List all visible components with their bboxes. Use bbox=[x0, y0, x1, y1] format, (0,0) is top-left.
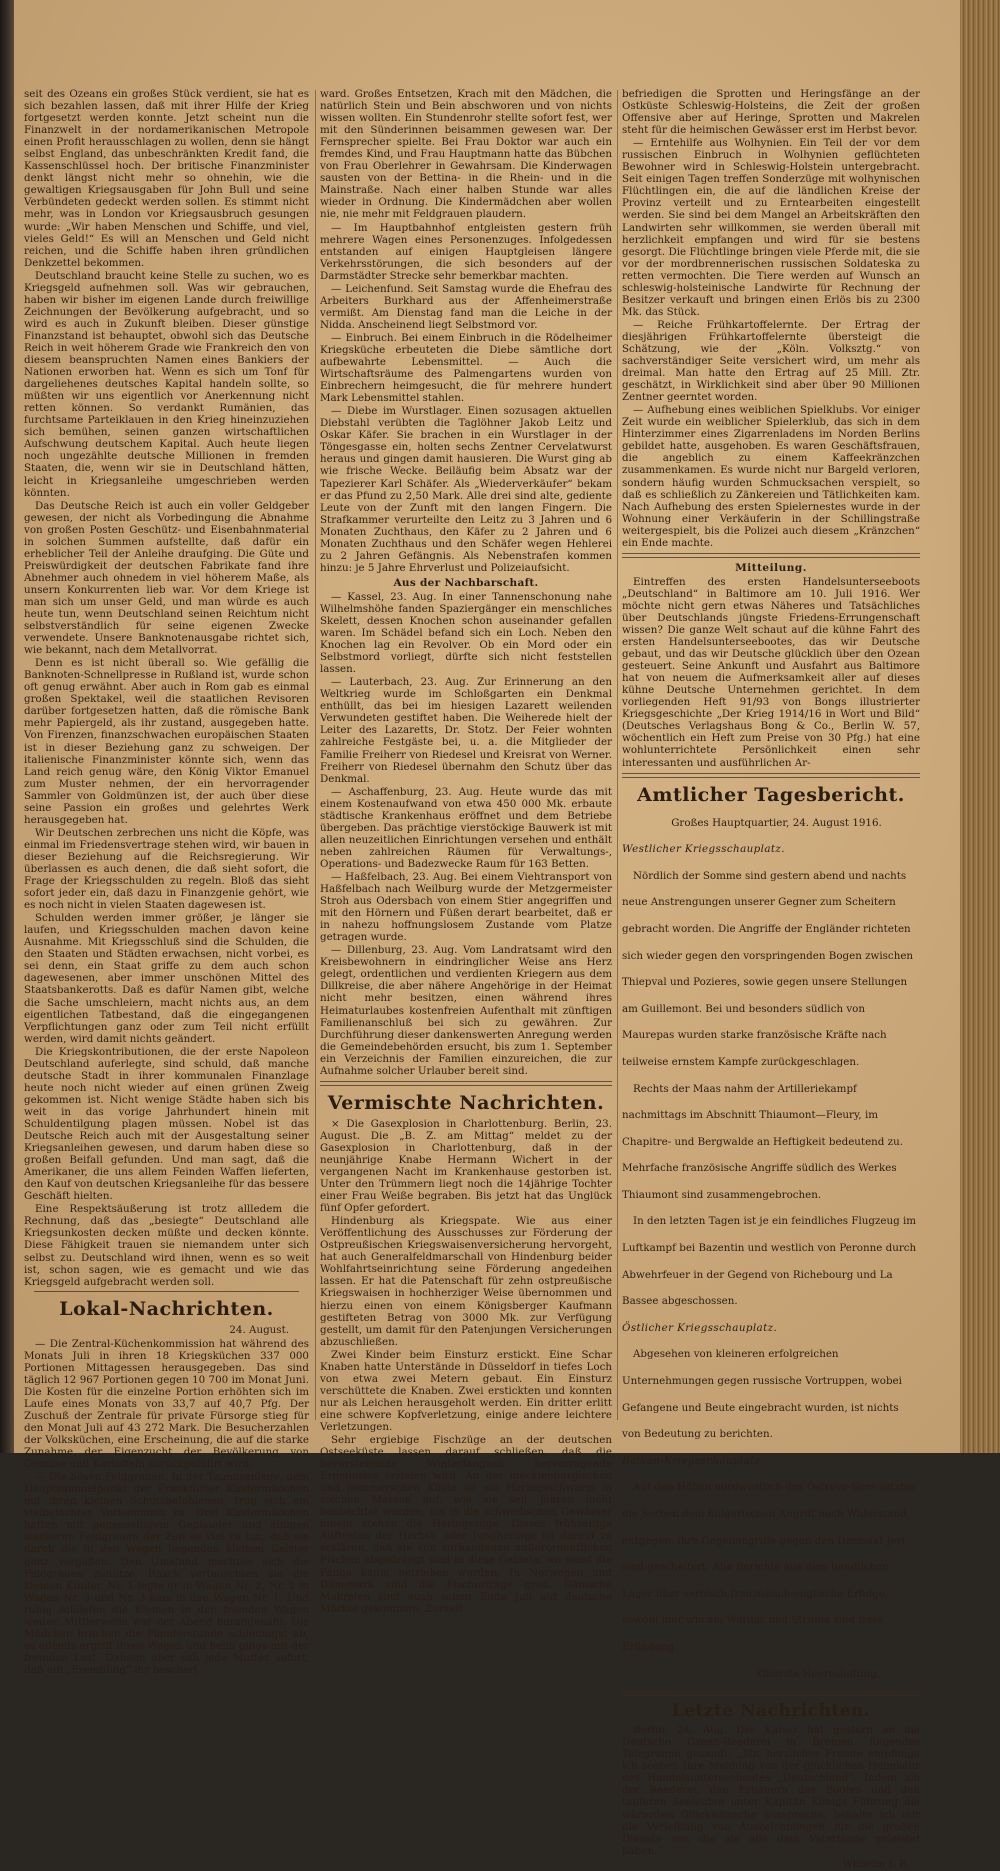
paragraph: — Aschaffenburg, 23. Aug. Heute wurde das mit einem Kostenaufwand von etwa 450 000 Mk. erbaute städtische Krankenhaus eröffnet und dem Betriebe übergeben. Das prächtige vierstöckige Bauwerk ist mit allen neuzeitlichen Einrichtungen versehen und enthält neben zahlreichen Räumen für Verwaltungs-, Operations- und Badezwecke Raum für 163 Betten. bbox=[320, 785, 612, 870]
theater-heading: Westlicher Kriegsschauplatz. bbox=[622, 843, 785, 856]
paragraph: Hindenburg als Kriegspate. Wie aus einer Veröffentlichung des Ausschusses zur Förderung der Ostpreußischen Kriegswaisenversicherung hervorgeht, hat auch Generalfeldmarschall von Hindenburg beider Wohlfahrtseinrichtung seine Förderung angedeihen lassen. Er hat die Patenschaft für zehn ostpreußische Kriegswaisen in hochherziger Weise übernommen und hierzu einen von einem Königsberger Kaufmann gestifteten Betrag von 3000 Mk. zur Verfügung gestellt, um damit für den Patenjungen Versicherungen abzuschließen. bbox=[320, 1215, 612, 1348]
section-date: 24. August. bbox=[229, 1323, 289, 1336]
paragraph: — Aufhebung eines weiblichen Spielklubs. Vor einiger Zeit wurde ein weiblicher Spielerklub, das sich in dem Hinterzimmer eines Zigarrenladens im Norden Berlins gebildet hatte, ausgehoben. Es waren Geschäftsfrauen, die angeblich zu einem Kaffeekränzchen zusammenkamen. Es wurde nicht nur Bargeld verloren, sondern häufig wurden Schmucksachen verspielt, so daß es schließlich zu Zänkereien und Tätlichkeiten kam. Nach Aufhebung des ersten Spielernestes wurde in der Wohnung einer Verkäuferin in der Schillingstraße weitergespielt, bis die Polizei auch diesem „Kränzchen“ ein Ende machte. bbox=[622, 404, 920, 549]
signature: Wilhelm I. R. bbox=[842, 1857, 910, 1870]
paragraph: — Im Hauptbahnhof entgleisten gestern früh mehrere Wagen eines Personenzuges. Infolgedessen entstanden auf einigen Hauptgleisen längere Verkehrsstörungen, die sich besonders auf der Darmstädter Strecke sehr bemerkbar machten. bbox=[320, 221, 612, 282]
paragraph: Auf den Höhen nordwestlich des Ostrovo-Sees setzten die Serben dem bulgarischen Angriff noch Widerstand entgegen, ihre Gegenangriffe gegen den Dzemaat Jeri sind gescheitert. Alle Berichte aus dem feindlichen Lager über serbisch-französisch-englische Erfolge, sowohl hier wie am Wardar und Struma sind freie Erfindung. bbox=[622, 1481, 917, 1653]
paragraph: In den letzten Tagen ist je ein feindliches Flugzeug im Luftkampf bei Bazentin und westlich von Peronne durch Abwehrfeuer in der Gegend von Richebourg und La Bassee abgeschossen. bbox=[622, 1215, 917, 1308]
paragraph: Die Kriegskontributionen, die der erste Napoleon Deutschland auferlegte, sind schuld, daß manche deutsche Stadt in ihrer kommunalen Finanzlage heute noch nicht wieder auf einen grünen Zweig gekommen ist. Nicht wenige Städte haben sich bis weit in das vorige Jahrhundert hinein mit Schuldentilgung plagen müssen. Nobel ist das Deutsche Reich auch mit der Ausgestaltung seiner Kriegsanleihen gewesen, und darum haben diese so großen Beifall gefunden. Und man sagt, daß die Amerikaner, die uns allem Feinden Waffen lieferten, den Kauf von deutschen Kriegsanleihe für das bessere Geschäft hielten. bbox=[24, 1045, 309, 1203]
page-stack-edge bbox=[960, 0, 1000, 1453]
paragraph: Schulden werden immer größer, je länger sie laufen, und Kriegsschulden machen davon keine Ausnahme. Mit Kriegsschluß sind die Schulden, die den Staaten und Städten erwachsen, nicht vorbei, es sei denn, ein Staat griffe zu dem auch schon dagewesenen, aber immer unschönen Mittel des Staatsbankerotts. Daß es dafür Namen gibt, welche die Sache umschleiern, macht nichts aus, an dem eigentlichen Tatbestand, daß die eingegangenen Verpflichtungen ganz oder zum Teil nicht erfüllt werden, wird damit nichts geändert. bbox=[24, 912, 309, 1045]
paragraph: Zwei Kinder beim Einsturz erstickt. Eine Schar Knaben hatte Unterstände in Düsseldorf in tiefes Loch von etwa zwei Metern gebaut. Ein Einsturz verschüttete die Knaben. Zwei erstickten und konnten nur als Leichen herausgeholt werden. Ein dritter erlitt eine schwere Kopfverletzung, einige andere leichtere Verletzungen. bbox=[320, 1348, 612, 1433]
paragraph: — Einbruch. Bei einem Einbruch in die Rödelheimer Kriegsküche erbeuteten die Diebe sämtliche dort aufbewahrte Lebensmittel. — Auch die Wirtschaftsräume des Palmengartens wurden von Einbrechern heimgesucht, die für mehrere hundert Mark Lebensmittel stahlen. bbox=[320, 331, 612, 405]
paragraph: Das Deutsche Reich ist auch ein voller Geldgeber gewesen, der nicht als Vorbedingung die Abnahme von großen Posten Geschütz- und Eisenbahnmaterial in solchen Summen aufstellte, daß dafür ein erheblicher Teil der Anleihe draufging. Die Güte und Preiswürdigkeit der deutschen Fabrikate fand ihre Abnehmer auch ohnedem in viel höherem Maße, als unsern Konkurrenten lieb war. Vor dem Kriege ist man sich um unser Geld, und man würde es auch heute tun, wenn Deutschland seinen Reichtum nicht selbstverständlich für seine eigenen Zwecke verwendete. Unsere Banknotenausgabe richtet sich, wie bekannt, nach dem Metallvorrat. bbox=[24, 499, 309, 657]
tagesbericht-body bbox=[622, 810, 920, 1688]
divider bbox=[622, 1691, 920, 1696]
paragraph: — Lauterbach, 23. Aug. Zur Erinnerung an den Weltkrieg wurde im Schloßgarten ein Denkmal enthüllt, das bei im hiesigen Lazarett weilenden Verwundeten gestiftet haben. Die Weiherede hielt der Leiter des Lazaretts, Dr. Stotz. Der Feier wohnten zahlreiche Festgäste bei, u. a. die Mitglieder der Familie Freiherr von Riedesel und Kreisrat von Werner. Freiherr von Riedesel übernahm den Schutz über das Denkmal. bbox=[320, 676, 612, 785]
paragraph: — Haßfelbach, 23. Aug. Bei einem Viehtransport von Haßfelbach nach Weilburg wurde der Metzgermeister Stroh aus Odersbach von einem Stier angegriffen und mit den Hörnern und Füßen derart bearbeitet, daß er in nahezu hoffnungslosem Zustande vom Platze getragen wurde. bbox=[320, 871, 612, 944]
section-heading-tagesbericht: Amtlicher Tagesbericht. bbox=[637, 783, 905, 806]
theater-heading: Östlicher Kriegsschauplatz. bbox=[622, 1321, 778, 1334]
column-rule bbox=[315, 90, 316, 1420]
paragraph: — Diebe im Wurstlager. Einen sozusagen aktuellen Diebstahl verübten die Taglöhner Jakob Leitz und Oskar Käfer. Sie brachen in ein Wurstlager in der Töngesgasse ein, holten sechs Zentner Cervelatwurst heraus und gingen damit hausieren. Die Wurst ging ab wie frische Wecke. Beiläufig beim Absatz war der Tapezierer Karl Schäfer. Als „Wiederverkäufer“ bekam er das Pfund zu 2,50 Mark. Alle drei sind alte, gediente Leute von der Zunft mit den langen Fingern. Die Strafkammer verurteilte den Leitz zu 3 Jahren und 6 Monaten Zuchthaus, den Käfer zu 2 Jahren und 6 Monaten Zuchthaus und den Schäfer wegen Hehlerei zu 2 Jahren Gefängnis. Als Nebenstrafen kommen hinzu: je 5 Jahre Ehrverlust und Polizeiaufsicht. bbox=[320, 405, 612, 574]
section-heading-letzte: Letzte Nachrichten. bbox=[671, 1701, 871, 1722]
paragraph: Rechts der Maas nahm der Artilleriekampf nachmittags im Abschnitt Thiaumont—Fleury, im Chapitre- und Bergwalde an Heftigkeit bedeutend zu. Mehrfache französische Angriffe südlich des Werkes Thiaumont sind zusammengebrochen. bbox=[622, 1082, 903, 1201]
paragraph: Deutschland braucht keine Stelle zu suchen, wo es Kriegsgeld aufnehmen soll. Was wir gebrauchen, haben wir bisher im eigenen Lande durch freiwillige Zeichnungen der Bevölkerung aufgebracht, und so wird es auch in Zukunft bleiben. Dieser günstige Finanzstand ist behauptet, obwohl sich das Deutsche Reich in weit höherem Grade wie Frankreich den von diesem beanspruchten Namen eines Bankiers der Nationen erworben hat. Wenn es sich um Tonf für dargeliehenes deutsches Kapital handeln sollte, so müßten wir uns eigentlich vor Anerkennung nicht retten können. So verdankt Rumänien, das furchtsame Parteiklauen in den Krieg hineinzuziehen sich bemühen, seinen ganzen wirtschaftlichen Aufschwung deutschem Kapital. Auch heute liegen noch ungezählte deutsche Millionen in fremden Staaten, die, wenn wir sie in Deutschland hätten, leicht in Kriegsanleihe umgeschrieben werden könnten. bbox=[24, 269, 309, 499]
column-3 bbox=[622, 88, 920, 1871]
paragraph: Nördlich der Somme sind gestern abend und nachts neue Anstrengungen unserer Gegner zum Scheitern gebracht worden. Die Angriffe der Engländer richteten sich wieder gegen den vorspringenden Bogen zwischen Thiepval und Pozieres, sowie gegen unsere Stellungen am Guillemont. Bei und besonders südlich von Maurepas wurden starke französische Kräfte nach teilweise ernstem Kampfe zurückgeschlagen. bbox=[622, 869, 914, 1068]
paragraph: Sehr ergiebige Fischzüge an der deutschen Ostseeküste lassen darauf schließen, daß die bevorstehende Winterfangzeit hervorragende Ergebnisse erzielen wird. An der mecklenburgischen und pommerschen Küste ist ein Heringsschwarm in solchen Massen auf, wie sie seit Jahren nicht beobachtet wurden, bis in die schwedischen Gewässer hinein stehen die Heringszüge. Dieses frühzeitige Auftreten der Herbst- oder Jungheringe ist darauf zu erklären, daß sie von vorhandenen außerordentlichen Fischen abgedrängt sind in diese Gebiete, wo sonst die Fänge kaum betrieben wurden. In Norwegen und Dänemark sind die Fischerträge groß. Dänische Makrelen sind auch schon Ende Juli auf deutsche Märkte gekommen. Zurzeit bbox=[320, 1434, 612, 1615]
paragraph: — Erntehilfe aus Wolhynien. Ein Teil der vor dem russischen Einbruch in Wolhynien geflüchteten Bewohner wird in Schleswig-Holstein untergebracht. Seit einigen Tagen treffen Sonderzüge mit wolhynischen Flüchtlingen ein, die auf die ländlichen Kreise der Provinz verteilt und zu Erntearbeiten eingestellt werden. Sie sind bei dem Mangel an Arbeitskräften den Landwirten sehr willkommen, sie werden überall mit herzlichkeit empfangen und wird für sie bestens gesorgt. Die Flüchtlinge bringen viele Pferde mit, die sie vor der mordbrennerischen russischen Soldateska zu retten vermochten. Die Tiere werden auf Wunsch an schleswig-holsteinische Landwirte für Rechnung der Besitzer verkauft und bringen einen Erlös bis zu 2300 Mk. das Stück. bbox=[622, 137, 920, 318]
paragraph: Denn es ist nicht überall so. Wie gefällig die Banknoten-Schnellpresse in Rußland ist, wurde schon oft genug erwähnt. Aber auch in Rom gab es einmal großen Spektakel, weil die staatlichen Revisoren darüber fortgesetzen hatten, daß die römische Bank mehr Papiergeld, als ihr zustand, ausgegeben hatte. Von Firenzen, finanzschwachen europäischen Staaten ist in dieser Beziehung ganz zu schweigen. Der italienische Finanzminister könnte sich, wenn das Land reich genug wäre, den König Viktor Emanuel zum Muster nehmen, der ein hervorragender Sammler von Goldmünzen ist, der auch über diese seine Passion ein großes und gelehrtes Werk herausgegeben hat. bbox=[24, 657, 309, 826]
paragraph: Eintreffen des ersten Handelsunterseeboots „Deutschland“ in Baltimore am 10. Juli 1916. Wer möchte nicht gern etwas Näheres und Tatsächliches über Deutschlands jüngste Friedens-Errungenschaft wissen? Die ganze Welt schaut auf die kühne Fahrt des ersten Handelsunterseebootes, das wir Deutsche gebaut, und das wir Deutsche glücklich über den Ozean gesteuert. Seine Ankunft und Ausfahrt aus Baltimore hat von neuem die Aufmerksamkeit aller auf dieses kühne Deutsche Unternehmen gerichtet. In dem vorliegenden Heft 91/93 von Bongs illustrierter Kriegsgeschichte „Der Krieg 1914/16 in Wort und Bild“ (Deutsches Verlagshaus Bong & Co., Berlin W. 57, wöchentlich ein Heft zum Preise von 30 Pfg.) hat eine wohlunterrichtete Persönlichkeit einen sehr interessanten und ausführlichen Ar- bbox=[622, 575, 920, 769]
divider bbox=[622, 553, 920, 558]
paragraph: Berlin, 24. Aug. Der Kaiser hat gestern an die Deutsche Ozean-Reederei in Bremen folgendes Telegramm gesandt: „Mit herzlicher Freude empfange ich soeben Ihre Meldung von der glücklichen Heimkehr des Handelsunterseebootes „Deutschland“. Indem ich der Reederei, den Erbauern des Bootes und den tapferen Seeleuten unter Kapitän Königs Führung die wärmsten Glückwünsche ausspreche, behalte ich mir die Verleihung von Auszeichnungen für die großen Dienste vor, die sie alle dem Vaterlande geleistet haben.“ bbox=[622, 1724, 920, 1857]
divider bbox=[320, 1081, 612, 1086]
paragraph: — Kassel, 23. Aug. In einer Tannenschonung nahe Wilhelmshöhe fanden Spaziergänger ein menschliches Skelett, dessen Knochen schon auseinander gefallen waren. Im Schädel befand sich ein Loch. Neben den Knochen lag ein Revolver. Ob ein Mord oder ein Selbstmord vorliegt, dürfte sich nicht feststellen lassen. bbox=[320, 590, 612, 676]
paragraph: — Die Zentral-Küchenkommission hat während des Monats Juli in ihren 18 Kriegsküchen 337 000 Portionen Mittagessen herausgegeben. Das sind täglich 12 967 Portionen gegen 10 700 im Monat Juni. Die Kosten für die einzelne Portion erhöhten sich im Laufe eines Monats von 33,7 auf 40,7 Pfg. Der Zuschuß der Zentrale für private Fürsorge stieg für den Monat Juli auf 43 272 Mark. Die Besucherzahlen der Volksküchen, eine Erscheinung, die auf die starke Zunahme der Eigenzucht der Bevölkerung von Gemüse und Kartoffeln zurückgeführt wird. bbox=[24, 1337, 309, 1471]
column-1 bbox=[24, 88, 309, 1677]
theater-heading: Balkan-Kriegsschauplatz. bbox=[622, 1454, 765, 1467]
paragraph: — Die bösen Feldgrauen. In der Taunusanlage, dem Hauptsammelpunkt der Frankfurter Kindermädchen mit ihren kleinen Schutzbefohlenen, trug sich ein vielbelachtes Vorkommnis zu. Drei Kindermädchen hatten mit gegenseitigem Geplauder und einigen wackeren Feldgrauen der Zeit so viel zu tun, daß sie darob die in den Wagen liegenden kleinen Geister ganz vergaßen. Den Umstand machten sich die Feldgrauen zunutze. Rasch vertauschten sie die kleinen Kinder. Nr. 1 legte er in Wagen Nr. 2, Nr. 2 in Wagen Nr. 3 und Nr. 3 kam in den Wagen Nr. 1. Und ruhig schliefen die Kleinen in den fremden Wagen weiter. Mittlerweile war der Abend herangenaht. Die Mädchen brachen die Plauderstunde schleunigst ab, es eilends ergriff ihren Wagen und heim gings mit der fremden Last. Daheim aber sah jede Mutter sofort, daß ein „Frembling“ ihr beschert bbox=[24, 1471, 309, 1676]
paragraph: Abgesehen von kleineren erfolgreichen Unternehmungen gegen russische Vortruppen, wobei Gefangene und Beute eingebracht wurden, ist nichts von Bedeutung zu berichten. bbox=[622, 1348, 902, 1441]
signature: Oberste Heeresleitung. bbox=[757, 1667, 880, 1680]
column-rule bbox=[617, 90, 618, 1420]
paragraph: seit des Ozeans ein großes Stück verdient, sie hat es sich bezahlen lassen, daß mit ihrer Hilfe der Krieg fortgesetzt werden konnte. Jetzt scheint nun die Finanzwelt in der nordamerikanischen Metropole einen Profit herausschlagen zu wollen, denn sie hängt selbst England, das unbeschränkten Kredit fand, die Kassenschlüssel hoch. Der britische Finanzminister denkt längst nicht mehr so ohnehin, wie die gewaltigen Kriegsausgaben für John Bull und seine Verbündeten gedeckt werden sollen. Es stimmt nicht mehr, was in London vor Kriegsausbruch gesungen wurde: „Wir haben Menschen und Schiffe, und viel, vieles Geld!“ Es will an Menschen und Geld nicht reichen, und die Schiffe haben ihren gründlichen Denkzettel bekommen. bbox=[24, 88, 309, 269]
paragraph: befriedigen die Sprotten und Heringsfänge an der Ostküste Schleswig-Holsteins, die Zeit der großen Offensive aber auf Heringe, Sprotten und Makrelen steht für die heimischen Gewässer erst im Herbst bevor. bbox=[622, 88, 920, 137]
section-heading-vermischte: Vermischte Nachrichten. bbox=[327, 1091, 605, 1114]
paragraph: — Dillenburg, 23. Aug. Vom Landratsamt wird den Kreisbewohnern in eindringlicher Weise ans Herz gelegt, ordentlichen und verdienten Kriegern aus dem Dillkreise, die aber nähere Angehörige in der Heimat nicht mehr besitzen, einen während ihres Heimaturlaubes kostenfreien Aufenthalt mit zünftigen Familienanschluß bei sich zu gewähren. Zur Durchführung dieser dankenswerten Anregung werden die Gemeindebehörden ersucht, bis zum 1. September ein Verzeichnis der Familien einzureichen, die zur Aufnahme solcher Urlauber bereit sind. bbox=[320, 944, 612, 1077]
newspaper-page bbox=[14, 0, 962, 1870]
paragraph: Eine Respektsäußerung ist trotz allledem die Rechnung, daß das „besiegte“ Deutschland alle Kriegsunkosten decken müßte und decken könnte. Diese Fähigkeit trauen sie niemandem unter sich selbst zu. Deutschland wird ihnen, wenn es so weit ist, schon sagen, wie es gemacht und wie das Kriegsgeld aufgebracht werden soll. bbox=[24, 1203, 309, 1288]
paragraph: × Die Gasexplosion in Charlottenburg. Berlin, 23. August. Die „B. Z. am Mittag“ meldet zu der Gasexplosion in Charlottenburg, daß in der neunjährige Knabe Hermann Wichert in der vergangenen Nacht im Krankenhause gestorben ist. Unter den Trümmern liegt noch die 14jährige Tochter einer Frau Weiße begraben. Bis jetzt hat das Unglück fünf Opfer gefordert. bbox=[320, 1117, 612, 1215]
section-heading-lokal: Lokal-Nachrichten. bbox=[59, 1297, 274, 1320]
subheading-nachbarschaft: Aus der Nachbarschaft. bbox=[393, 576, 539, 589]
paragraph: ward. Großes Entsetzen, Krach mit den Mädchen, die natürlich Stein und Bein abschworen und von nichts wissen wollten. Ein Stundenrohr stellte sofort fest, wer mit den Sünderinnen beisammen gewesen war. Der Fernsprecher spielte. Bei Frau Doktor war auch ein fremdes Kind, und Frau Hauptmann hatte das Bübchen von Frau Oberlehrer in Gewahrsam. Die Kinderwagen sausten von der Bettina- in die Rhein- und in die Mainstraße. Nach einer halben Stunde war alles wieder in Ordnung. Die Kindermädchen aber wollen nie, nie mehr mit Feldgrauen plaudern. bbox=[320, 88, 612, 221]
paragraph: — Reiche Frühkartoffelernte. Der Ertrag der diesjährigen Frühkartoffelernte übersteigt die Schätzung, wie der „Köln. Volksztg.“ von sachverständiger Seite versichert wird, um mehr als dreimal. Man hatte den Ertrag auf 25 Mill. Ztr. geschätzt, in Wirklichkeit sind aber über 90 Millionen Zentner geerntet worden. bbox=[622, 318, 920, 404]
paragraph: Wir Deutschen zerbrechen uns nicht die Köpfe, was einmal im Friedensvertrage stehen wird, wir bauen in dieser Beziehung auf die Reichsregierung. Wir überlassen es auch denen, die daß sieht sofort, die Frage der Kriegsschulden zu regeln. Bloß das sieht sofort jeder ein, daß dazu in Finanzgenie gehört, wie es noch nicht in vielen Staaten dagewesen ist. bbox=[24, 826, 309, 912]
box-heading-mitteilung: Mitteilung. bbox=[735, 561, 807, 574]
divider bbox=[34, 1291, 299, 1292]
divider bbox=[622, 773, 920, 778]
book-binding bbox=[0, 0, 14, 1453]
headquarters-line: Großes Hauptquartier, 24. August 1916. bbox=[671, 816, 882, 829]
column-2 bbox=[320, 88, 612, 1616]
paragraph: — Leichenfund. Seit Samstag wurde die Ehefrau des Arbeiters Burkhard aus der Affenheimerstraße vermißt. Am Dienstag fand man die Leiche in der Nidda. Anscheinend liegt Selbstmord vor. bbox=[320, 282, 612, 331]
